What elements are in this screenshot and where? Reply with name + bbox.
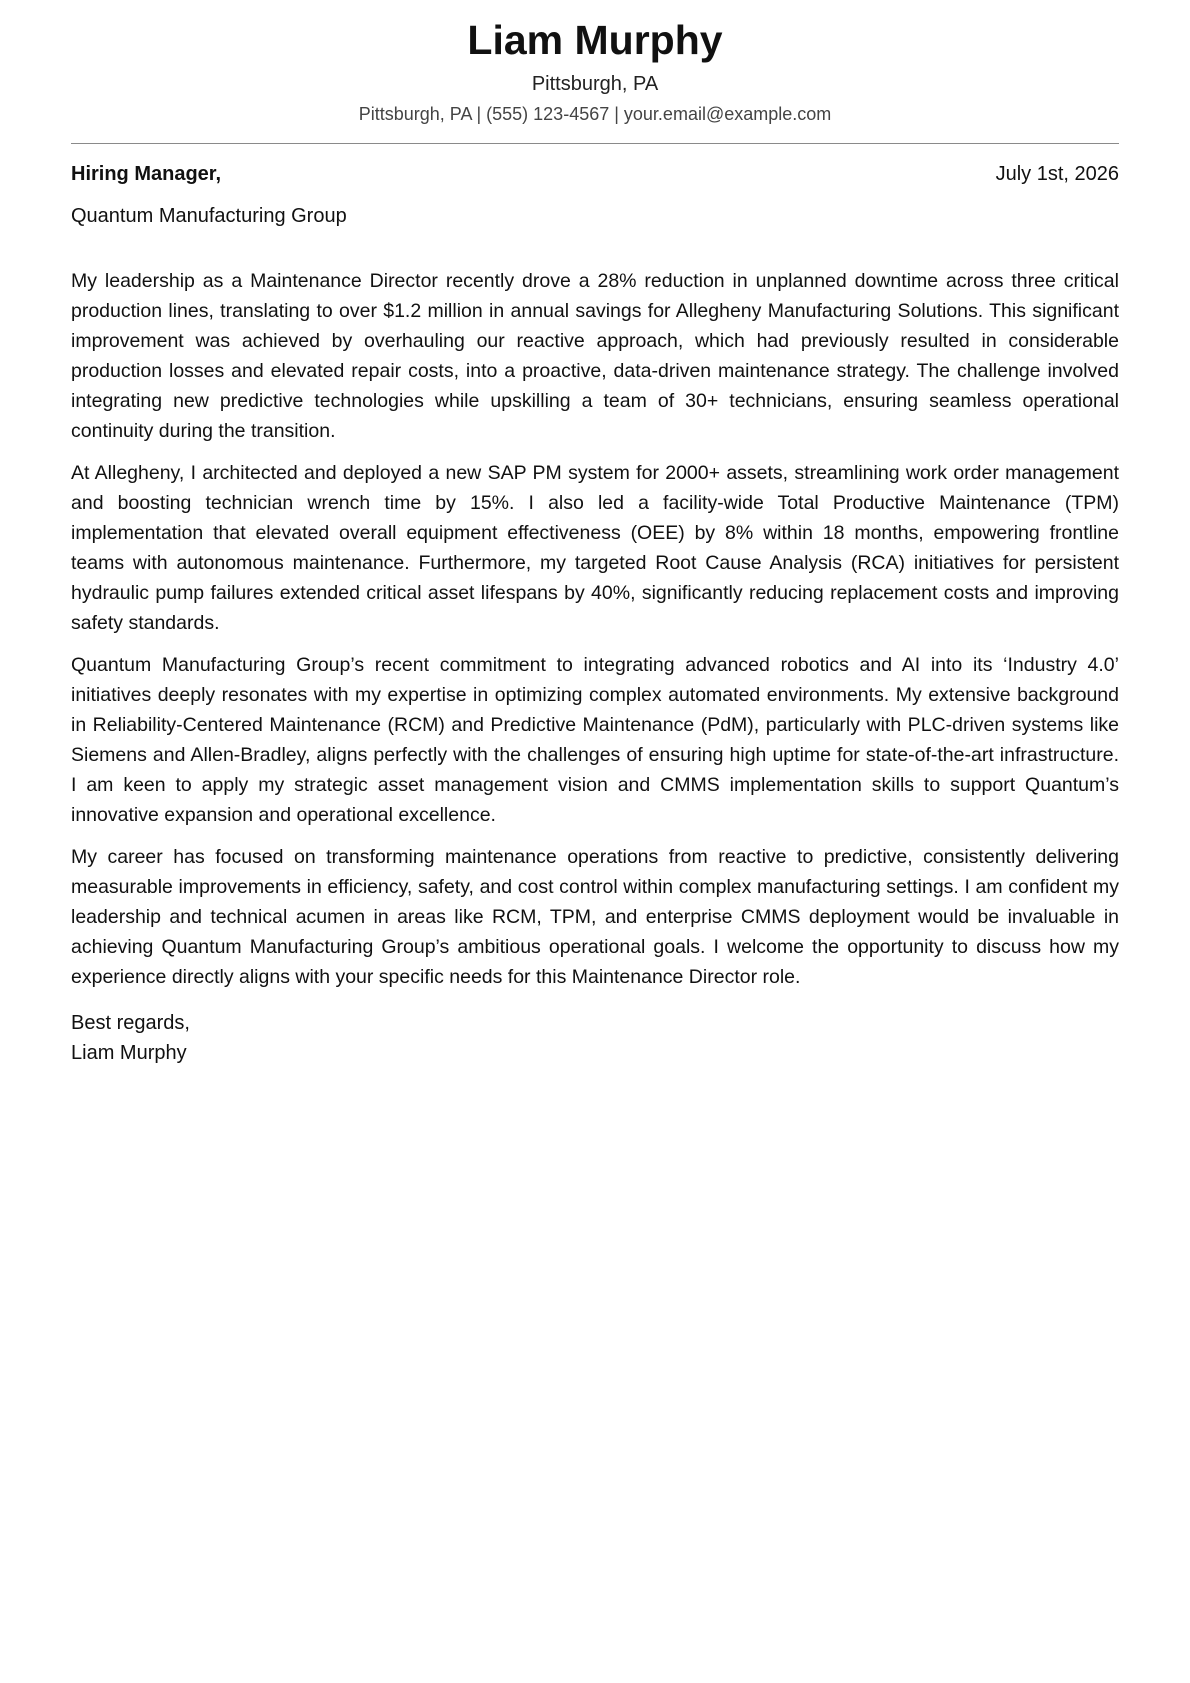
body-paragraph: Quantum Manufacturing Group’s recent commitment to integrating advanced robotics and AI into its ‘Industry 4.0’ initiatives deeply resonates with my expertise in optimizing complex automated environments. My extensive background in Reliability-Centered Maintenance (RCM) and Predictive Maintenance (PdM), particularly with PLC-driven systems like Siemens and Allen-Bradley, aligns perfectly with the challenges of ensuring high uptime for state-of-the-art infrastructure. I am keen to apply my strategic asset management vision and CMMS implementation skills to support Quantum’s innovative expansion and operational excellence. xyxy=(71,654,1119,826)
letter-closing xyxy=(71,1008,1119,1068)
sender-contact-line: Pittsburgh, PA | (555) 123-4567 | your.email@example.com xyxy=(358,104,832,124)
letter-body xyxy=(71,266,1119,992)
recipient-salutation: Hiring Manager, xyxy=(71,163,222,185)
sender-location: Pittsburgh, PA xyxy=(531,73,659,95)
recipient-company: Quantum Manufacturing Group xyxy=(71,205,347,227)
letter-header xyxy=(71,0,1119,127)
sender-name: Liam Murphy xyxy=(467,17,723,63)
signature-name: Liam Murphy xyxy=(71,1042,187,1064)
recipient-date-row xyxy=(71,160,1119,188)
body-paragraph: My career has focused on transforming maintenance operations from reactive to predictive, consistently delivering measurable improvements in efficiency, safety, and cost control within complex manufacturing settings. I am confident my leadership and technical acumen in areas like RCM, TPM, and enterprise CMMS deployment would be invaluable in achieving Quantum Manufacturing Group’s ambitious operational goals. I welcome the opportunity to discuss how my experience directly aligns with your specific needs for this Maintenance Director role. xyxy=(71,846,1119,988)
letter-date: July 1st, 2026 xyxy=(995,163,1119,185)
body-paragraph: My leadership as a Maintenance Director recently drove a 28% reduction in unplanned downtime across three critical production lines, translating to over $1.2 million in annual savings for Allegheny Manufacturing Solutions. This significant improvement was achieved by overhauling our reactive approach, which had previously resulted in considerable production losses and elevated repair costs, into a proactive, data-driven maintenance strategy. The challenge involved integrating new predictive technologies while upskilling a team of 30+ technicians, ensuring seamless operational continuity during the transition. xyxy=(71,270,1119,442)
closing-phrase: Best regards, xyxy=(71,1012,190,1034)
body-paragraph: At Allegheny, I architected and deployed a new SAP PM system for 2000+ assets, streamlining work order management and boosting technician wrench time by 15%. I also led a facility-wide Total Productive Maintenance (TPM) implementation that elevated overall equipment effectiveness (OEE) by 8% within 18 months, empowering frontline teams with autonomous maintenance. Furthermore, my targeted Root Cause Analysis (RCA) initiatives for persistent hydraulic pump failures extended critical asset lifespans by 40%, significantly reducing replacement costs and improving safety standards. xyxy=(71,462,1119,634)
header-divider xyxy=(71,143,1119,144)
